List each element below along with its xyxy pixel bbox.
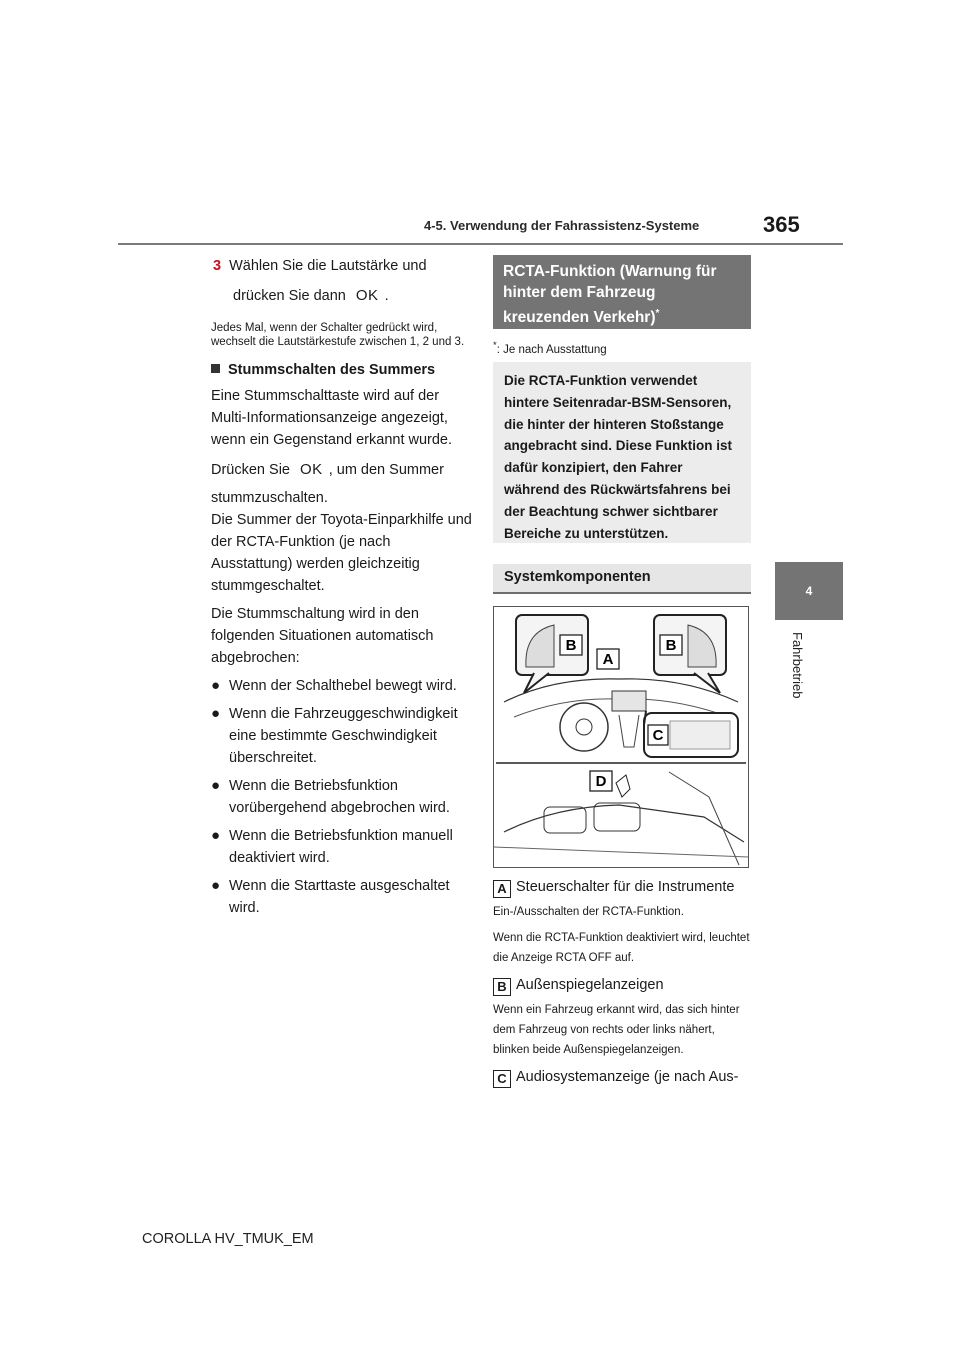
bullet-dot-icon: ● (211, 877, 221, 894)
components-list (493, 876, 751, 1092)
mute-p2-post: , um den Summer (328, 462, 444, 478)
rcta-info-box: Die RCTA-Funktion verwendet hintere Seitenradar-BSM-Sensoren, die hinter der hinteren Stoßstange angebracht sind. Diese Funktion ist dafür konzipiert, den Fahrer während des Rückwärtsfahrens bei der Beachtung schwer sichtbarer Bereiche zu unterstützen. (493, 362, 751, 543)
mute-heading (211, 359, 473, 381)
label-c-box: C (493, 1070, 511, 1088)
label-b-text: B (665, 637, 677, 654)
component-c-title (493, 1066, 751, 1088)
footnote-mark: * (493, 340, 497, 351)
ok-button-icon: OK (355, 287, 379, 304)
component-b-title (493, 974, 751, 996)
page-number: 365 (763, 212, 800, 237)
step-3 (211, 255, 473, 277)
list-item-text: Wenn die Starttaste ausgeschaltet wird. (229, 878, 450, 916)
figure-label-b-left (560, 635, 582, 655)
label-d-text: D (595, 773, 607, 790)
component-c (493, 1066, 751, 1088)
component-b (493, 974, 751, 1060)
mute-p2-pre: Drücken Sie (211, 462, 290, 478)
square-bullet-icon (211, 364, 220, 373)
figure-label-a (597, 649, 619, 669)
figure-label-c (648, 725, 668, 745)
list-item (211, 703, 473, 769)
step-text-1: Wählen Sie die Lautstärke und (229, 258, 427, 274)
mute-paragraph-5: Die Stummschaltung wird in den folgenden Situationen automatisch abgebrochen: (211, 606, 434, 666)
cancel-conditions-list (211, 675, 473, 919)
system-components-figure (493, 606, 749, 868)
footnote (493, 340, 607, 356)
list-item-text: Wenn der Schalthebel bewegt wird. (229, 678, 457, 694)
left-column (211, 255, 473, 925)
rcta-heading: RCTA-Funktion (Warnung für hinter dem Fahrzeug kreuzenden Verkehr) (503, 263, 717, 327)
list-item-text: Wenn die Betriebsfunktion manuell deaktiviert wird. (229, 828, 453, 866)
label-b-box: B (493, 978, 511, 996)
component-a-title-text: Steuerschalter für die Instrumente (516, 879, 735, 895)
component-a (493, 876, 751, 968)
list-item-text: Wenn die Fahrzeuggeschwindigkeit eine bestimmte Geschwindigkeit überschreitet. (229, 706, 458, 766)
step-text-2-end: . (384, 288, 389, 304)
bullet-dot-icon: ● (211, 827, 221, 844)
label-b-text: B (565, 637, 577, 654)
label-a-text: A (602, 651, 614, 668)
list-item-text: Wenn die Betriebsfunktion vorübergehend abgebrochen wird. (229, 778, 450, 816)
component-a-title (493, 876, 751, 898)
component-b-title-text: Außenspiegelanzeigen (516, 977, 664, 993)
header-divider (118, 243, 843, 245)
chapter-label (787, 632, 807, 712)
component-a-desc-1: Ein-/Ausschalten der RCTA-Funktion. (493, 906, 684, 918)
mute-paragraph-4: Die Summer der Toyota-Einparkhilfe und der RCTA-Funktion (je nach Ausstattung) werden gleichzeitig stummgeschaltet. (211, 512, 472, 594)
bullet-dot-icon: ● (211, 677, 221, 694)
bullet-dot-icon: ● (211, 705, 221, 722)
rcta-footnote-mark: * (655, 308, 660, 319)
system-components-heading: Systemkomponenten (493, 564, 751, 594)
chapter-number: 4 (805, 584, 813, 598)
mute-paragraph-2 (211, 459, 473, 481)
step-number: 3 (213, 258, 222, 274)
list-item (211, 825, 473, 869)
document-footer: COROLLA HV_TMUK_EM (142, 1231, 314, 1247)
list-item (211, 775, 473, 819)
figure-label-b-right (660, 635, 682, 655)
volume-note: Jedes Mal, wenn der Schalter gedrückt wird, wechselt die Lautstärkestufe zwischen 1, 2 und 3. (211, 322, 465, 348)
car-interior-illustration (494, 607, 748, 867)
rcta-heading-box (493, 255, 751, 329)
list-item (211, 675, 473, 697)
section-title: 4-5. Verwendung der Fahrassistenz-Systeme (424, 218, 700, 233)
figure-label-d (590, 771, 612, 791)
bullet-dot-icon: ● (211, 777, 221, 794)
label-c-text: C (652, 727, 664, 744)
component-a-desc-2: Wenn die RCTA-Funktion deaktiviert wird, leuchtet die Anzeige RCTA OFF auf. (493, 932, 750, 964)
mute-paragraph-1: Eine Stummschalttaste wird auf der Multi-Informationsanzeige angezeigt, wenn ein Gegenstand erkannt wurde. (211, 388, 453, 448)
component-c-title-text: Audiosystemanzeige (je nach Aus- (516, 1069, 739, 1085)
label-a-box: A (493, 880, 511, 898)
component-b-desc-1: Wenn ein Fahrzeug erkannt wird, das sich hinter dem Fahrzeug von rechts oder links nähert, blinken beide Außenspiegelanzeigen. (493, 1004, 740, 1056)
ok-button-icon: OK (300, 461, 323, 478)
chapter-tab (775, 562, 843, 620)
chapter-label-text: Fahrbetrieb (790, 632, 805, 699)
list-item (211, 875, 473, 919)
step-3-line2 (211, 285, 473, 307)
footnote-text: : Je nach Ausstattung (496, 343, 607, 356)
step-text-2: drücken Sie dann (233, 288, 346, 304)
mute-paragraph-3: stummzuschalten. (211, 490, 328, 506)
mute-heading-text: Stummschalten des Summers (228, 362, 436, 378)
